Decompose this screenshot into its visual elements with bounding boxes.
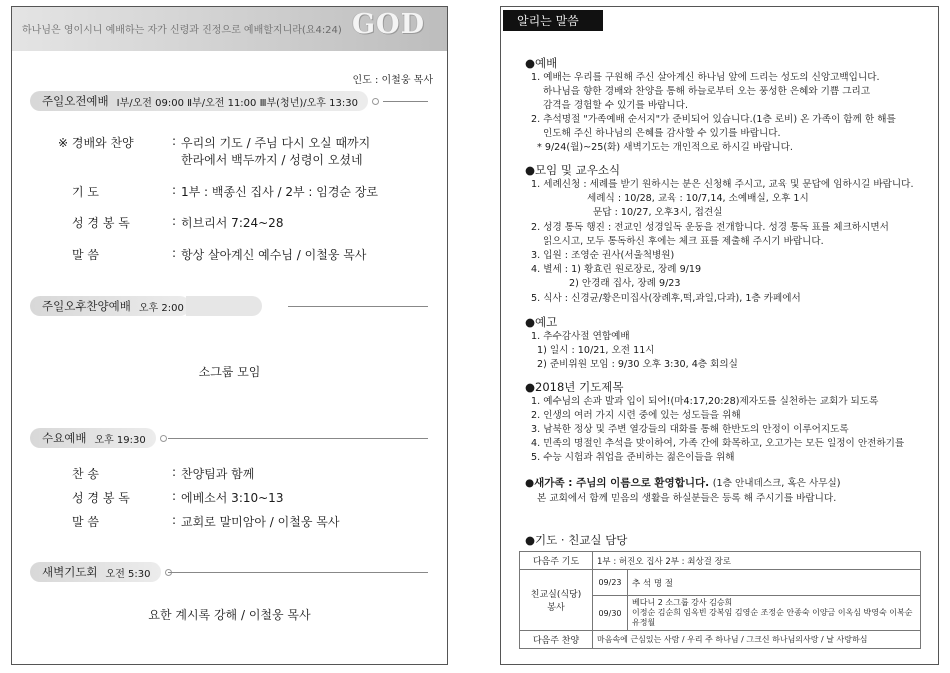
order-row-praise (58, 134, 438, 170)
section-title-prayer: ●2018년 기도제목 (525, 380, 624, 394)
meeting-line: 4. 별세 : 1) 황효린 원로장로, 장례 9/19 (531, 264, 702, 275)
meeting-line: 2) 안경래 집사, 장례 9/23 (569, 278, 681, 289)
meeting-line: 2. 성경 통독 행진 : 전교인 성경일독 운동을 전개합니다. 성경 통독 표를 체크하시면서 (531, 222, 889, 233)
service-times: 오후 19:30 (94, 434, 146, 446)
table-row (520, 570, 921, 596)
table-row (520, 631, 921, 649)
order-label: 말 씀 (72, 515, 99, 529)
newcomer-note: (1층 안내데스크, 혹은 사무실) (712, 478, 841, 489)
order-label: ※ 경배와 찬양 (58, 136, 134, 150)
section-title-newcomer (525, 475, 841, 490)
order-row-scripture-wed (72, 489, 442, 505)
order-value-2: 한라에서 백두까지 / 성령이 오셨네 (181, 153, 363, 167)
service-name: 주일오전예배 (42, 94, 109, 108)
service-name: 주일오후찬양예배 (42, 299, 131, 313)
service-times: 오전 5:30 (105, 568, 151, 580)
worship-line: 하나님을 향한 경배와 찬양을 통해 하늘로부터 오는 풍성한 은혜와 기쁨 그리고 (543, 86, 871, 97)
dawn-content: 요한 계시록 강해 / 이철웅 목사 (148, 608, 311, 622)
announcements-panel (500, 6, 939, 665)
prayer-line: 1. 예수님의 손과 발과 입이 되어!(마4:17,20:28)제자도를 실천하는 교회가 되도록 (531, 396, 879, 407)
banner-verse: 하나님은 영이시니 예배하는 자가 신령과 진정으로 예배할지니라(요4:24) (22, 25, 342, 36)
meeting-line: 3. 입원 : 조영순 권사(서울척병원) (531, 250, 675, 261)
order-value: 1부 : 백종신 집사 / 2부 : 임경순 장로 (181, 185, 379, 199)
order-row-prayer (72, 183, 442, 199)
meeting-line: 5. 식사 : 신경균/황은미집사(장례후,떡,과일,다과), 1층 카페에서 (531, 293, 801, 304)
service-times: 오후 2:00 (138, 302, 184, 314)
section-title-meetings: ●모임 및 교우소식 (525, 163, 621, 177)
afternoon-content: 소그룹 모임 (198, 365, 261, 379)
verse-banner (12, 7, 447, 51)
order-colon: : (172, 183, 177, 197)
divider-line (288, 306, 428, 307)
duty-value-2: 이정순 김순희 임옥빈 강복임 김영순 조정순 안종숙 이양금 이옥심 박영숙 이복순 유정월 (632, 608, 913, 627)
worship-line: * 9/24(월)~25(화) 새벽기도는 개인적으로 하시길 바랍니다. (537, 142, 793, 153)
prayer-line: 3. 남북한 정상 및 주변 열강들의 대화를 통해 한반도의 안정이 이루어지도록 (531, 424, 849, 435)
worship-order-panel (11, 6, 448, 665)
worship-line: 2. 추석명절 "가족예배 순서지"가 준비되어 있습니다.(1층 로비) 온 가족이 함께 한 해를 (531, 114, 896, 125)
service-header-dawn (30, 562, 172, 582)
bullet-dot (160, 435, 167, 442)
next-prayer-label: 다음주 기도 (520, 552, 593, 570)
duty-date: 09/23 (593, 570, 628, 596)
fellowship-label: 친교실(식당) 봉사 (520, 570, 593, 631)
divider-line (168, 438, 428, 439)
order-colon: : (172, 465, 177, 479)
order-value: 찬양팀과 함께 (181, 467, 255, 481)
worship-line: 1. 예배는 우리를 구원해 주신 살아계신 하나님 앞에 드리는 성도의 신앙고백입니다. (531, 72, 880, 83)
order-colon: : (172, 513, 177, 527)
table-row (520, 552, 921, 570)
notice-line: 1) 일시 : 10/21, 오전 11시 (537, 345, 655, 356)
order-row-sermon-wed (72, 513, 442, 529)
order-label: 성 경 봉 독 (72, 491, 130, 505)
order-value: 항상 살아계신 예수님 / 이철웅 목사 (181, 248, 367, 262)
order-value: 에베소서 3:10~13 (181, 491, 284, 505)
order-value: 교회로 말미암아 / 이철웅 목사 (181, 515, 340, 529)
meeting-line: 1. 세례신청 : 세례를 받기 원하시는 분은 신청해 주시고, 교육 및 문답에 임하시길 바랍니다. (531, 179, 914, 190)
worship-line: 인도해 주신 하나님의 은혜를 감사할 수 있기를 바랍니다. (543, 128, 781, 139)
duty-table (519, 551, 921, 649)
worship-line: 감격을 경험할 수 있기를 바랍니다. (543, 100, 688, 111)
divider-line (383, 101, 428, 102)
prayer-line: 5. 수능 시험과 취업을 준비하는 젊은이들을 위해 (531, 452, 735, 463)
order-label: 기 도 (72, 185, 99, 199)
next-prayer-value: 1부 : 허진오 집사 2부 : 최상걸 장로 (593, 552, 921, 570)
duty-date: 09/30 (593, 596, 628, 631)
next-song-label: 다음주 찬양 (520, 631, 593, 649)
divider-line (168, 572, 428, 573)
prayer-line: 4. 민족의 명절인 추석을 맞이하여, 가족 간에 화목하고, 오고가는 모든 일정이 안전하기를 (531, 438, 905, 449)
announcements-header: 알리는 말씀 (503, 10, 603, 31)
meeting-line: 읽으시고, 모두 통독하신 후에는 체크 표를 제출해 주시기 바랍니다. (543, 236, 824, 247)
service-times: Ⅰ부/오전 09:00 Ⅱ부/오전 11:00 Ⅲ부(청년)/오후 13:30 (116, 97, 358, 109)
meeting-line: 문답 : 10/27, 오후3시, 접견실 (593, 207, 723, 218)
service-name: 수요예배 (42, 431, 87, 445)
newcomer-line: 본 교회에서 함께 믿음의 생활을 하실분들은 등록 해 주시기를 바랍니다. (537, 493, 837, 504)
god-logo: GOD (352, 9, 425, 40)
order-label: 찬 송 (72, 467, 99, 481)
prayer-line: 2. 인생의 여러 가지 시련 중에 있는 성도들을 위해 (531, 410, 741, 421)
duty-value: 베다니 2 소그룹 강사 김승희 (632, 598, 733, 607)
section-title-notice: ●예고 (525, 315, 558, 329)
section-title-duty: ●기도 · 친교실 담당 (525, 533, 628, 547)
section-title-worship: ●예배 (525, 56, 558, 70)
notice-line: 1. 추수감사절 연합예배 (531, 331, 630, 342)
meeting-line: 세례식 : 10/28, 교육 : 10/7,14, 소예배실, 오후 1시 (587, 193, 809, 204)
order-row-hymn (72, 465, 442, 481)
leader-text: 인도 : 이철웅 목사 (352, 75, 433, 86)
order-colon: : (172, 246, 177, 260)
order-colon: : (172, 214, 177, 228)
service-header-wednesday (30, 428, 167, 448)
order-colon: : (172, 134, 177, 148)
service-header-sunday-afternoon (30, 296, 262, 316)
duty-value: 추 석 명 절 (628, 570, 921, 596)
order-value: 우리의 기도 / 주님 다시 오실 때까지 (181, 136, 371, 150)
notice-line: 2) 준비위원 모임 : 9/30 오후 3:30, 4층 회의실 (537, 359, 738, 370)
duty-cell (628, 596, 921, 631)
order-row-sermon (72, 246, 442, 262)
order-row-scripture (72, 214, 442, 230)
newcomer-title: ●새가족 : 주님의 이름으로 환영합니다. (525, 477, 710, 489)
bullet-dot (372, 98, 379, 105)
service-name: 새벽기도회 (42, 565, 98, 579)
order-value: 히브리서 7:24~28 (181, 216, 284, 230)
service-header-sunday-morning (30, 91, 379, 111)
order-label: 말 씀 (72, 248, 99, 262)
order-label: 성 경 봉 독 (72, 216, 130, 230)
order-colon: : (172, 489, 177, 503)
next-song-value: 마음속에 근심있는 사람 / 우리 주 하나님 / 그크신 하나님의사랑 / 날 사랑하심 (593, 631, 921, 649)
